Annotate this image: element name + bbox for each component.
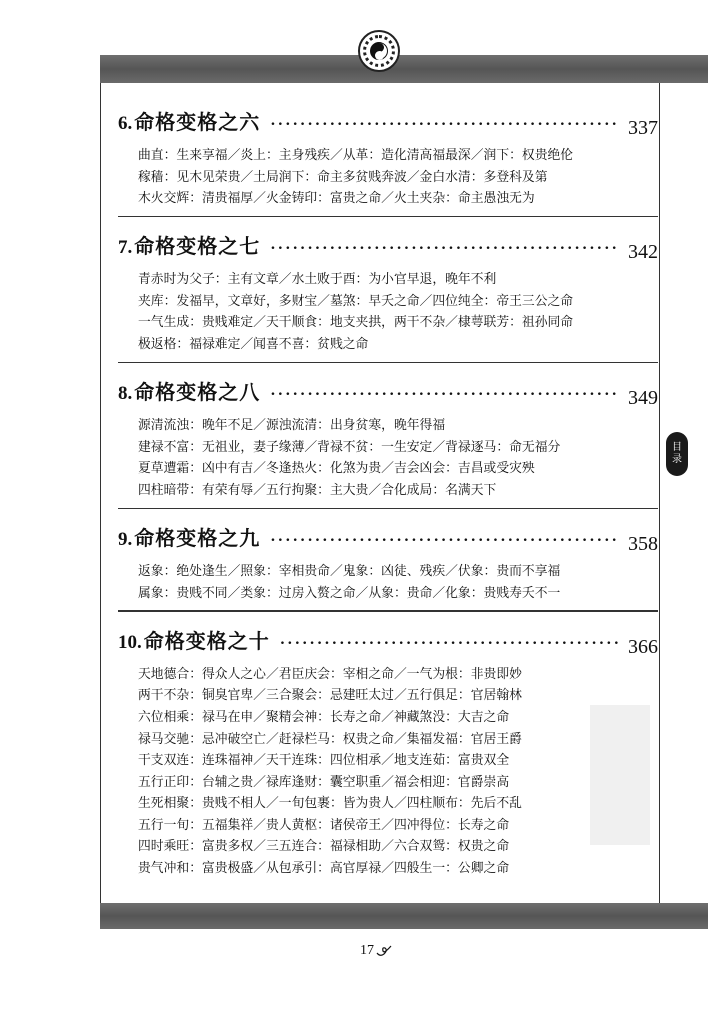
- toc-entry-line: 两干不杂：铜臭官卑／三合聚会：忌建旺太过／五行俱足：官居翰林: [138, 688, 522, 704]
- toc-entry-line: 五行正印：台辅之贵／禄库逢财：囊空职重／福会相迎：官爵崇高: [138, 774, 510, 790]
- section-number: 10.: [118, 631, 142, 653]
- toc-entry-line: 曲直：生来享福／炎上：主身残疾／从革：造化清高福最深／润下：权贵绝伦: [138, 148, 574, 163]
- toc-section: [118, 95, 658, 217]
- section-title: 命格变格之八: [134, 380, 261, 405]
- toc-entry-line: 贵气冲和：富贵极盛／从包承引：高官厚禄／四般生一：公卿之命: [138, 861, 510, 877]
- toc-content: [118, 95, 658, 880]
- section-number: 6.: [118, 113, 133, 134]
- page-number: 17: [360, 943, 374, 958]
- toc-entry-line: 六位相乘：禄马在申／聚精会神：长寿之命／神藏煞没：大吉之命: [138, 709, 510, 725]
- toc-entry-line: 青赤时为父子：主有文章／水土败于酉：为小官早退，晚年不利: [138, 272, 497, 288]
- side-tab-top-char: 目: [672, 442, 682, 453]
- toc-section-heading[interactable]: [118, 614, 658, 658]
- entry-list: [138, 561, 658, 604]
- toc-section-heading[interactable]: [118, 365, 658, 410]
- section-page-number: 358: [628, 533, 658, 556]
- swirl-ornament-icon: [376, 944, 392, 958]
- toc-section: [118, 511, 658, 612]
- toc-entry-line: 四时乘旺：富贵多权／三五连合：福禄相助／六合双鸳：权贵之命: [138, 839, 510, 855]
- dot-leader: [270, 528, 620, 547]
- section-page-number: 349: [628, 387, 658, 410]
- toc-entry-line: 夹库：发福早，文章好，多财宝／墓煞：早夭之命／四位纯全：帝王三公之命: [138, 293, 574, 309]
- dot-leader: [270, 112, 620, 131]
- section-divider: [118, 362, 658, 364]
- toc-entry-line: 四柱暗带：有荣有辱／五行拘聚：主大贵／合化成局：名满天下: [138, 482, 497, 498]
- entry-list: [138, 664, 658, 880]
- entry-list: [138, 269, 658, 355]
- toc-entry-line: 属象：贵贱不同／类象：过房入赘之命／从象：贵命／化象：贵贱寿夭不一: [138, 585, 561, 601]
- section-divider: [118, 508, 658, 510]
- toc-entry-line: 返象：绝处逢生／照象：宰相贵命／鬼象：凶徒、残疾／伏象：贵而不享福: [138, 564, 561, 580]
- toc-entry-line: 干支双连：连珠福神／天干连珠：四位相承／地支连茹：富贵双全: [138, 753, 510, 769]
- toc-entry-line: 建禄不富：无祖业，妻子缘薄／背禄不贫：一生安定／背禄逐马：命无福分: [138, 439, 561, 455]
- toc-section-heading[interactable]: [118, 95, 658, 139]
- footer-bar: [100, 903, 708, 929]
- side-tab-bottom-char: 录: [672, 454, 682, 465]
- section-title: 命格变格之十: [143, 628, 270, 653]
- toc-entry-line: 稼穑：见木见荣贵／土局润下：命主多贫贱奔波／金白水清：多登科及第: [138, 169, 548, 185]
- toc-entry-line: 源清流浊：晚年不足／源浊流清：出身贫寒，晚年得福: [138, 418, 446, 434]
- yin-yang-emblem-icon: [358, 30, 400, 72]
- toc-section: [118, 614, 658, 880]
- section-title: 命格变格之九: [134, 526, 261, 551]
- section-number: 8.: [118, 383, 133, 405]
- toc-section-heading[interactable]: [118, 511, 658, 556]
- toc-entry-line: 天地德合：得众人之心／君臣庆会：宰相之命／一气为根：非贵即妙: [138, 666, 522, 682]
- toc-entry-line: 夏草遭霜：凶中有吉／冬逢热火：化煞为贵／吉会凶会：吉昌或受灾殃: [138, 461, 535, 477]
- taiji-symbol: [370, 42, 388, 60]
- toc-section: [118, 219, 658, 363]
- entry-list: [138, 415, 658, 501]
- header-bar: [100, 55, 708, 83]
- entry-list: [138, 145, 658, 210]
- dot-leader: [280, 631, 620, 650]
- section-title: 命格变格之七: [134, 234, 261, 259]
- toc-entry-line: 生死相聚：贵贱不相人／一旬包裹：皆为贵人／四柱顺布：先后不乱: [138, 796, 522, 812]
- section-page-number: 366: [628, 635, 658, 658]
- dot-leader: [270, 382, 620, 401]
- toc-section: [118, 365, 658, 509]
- toc-entry-line: 禄马交驰：忌冲破空亡／赶禄栏马：权贵之命／集福发福：官居王爵: [138, 731, 522, 747]
- dot-leader: [270, 236, 620, 255]
- section-number: 9.: [118, 529, 133, 551]
- toc-entry-line: 一气生成：贵贱难定／天干顺食：地支夹拱，两干不杂／棣萼联芳：祖孙同命: [138, 315, 574, 331]
- toc-section-heading[interactable]: [118, 219, 658, 264]
- toc-entry-line: 木火交辉：清贵福厚／火金铸印：富贵之命／火土夹杂：命主愚浊无为: [138, 191, 535, 207]
- section-title: 命格变格之六: [134, 110, 261, 134]
- toc-entry-line: 极返格：福禄难定／闻喜不喜：贫贱之命: [138, 337, 369, 353]
- toc-entry-line: 五行一旬：五福集祥／贵人黄枢：诸侯帝王／四冲得位：长寿之命: [138, 817, 510, 833]
- section-page-number: 342: [628, 241, 658, 264]
- section-number: 7.: [118, 237, 133, 259]
- side-tab-contents[interactable]: [666, 432, 688, 476]
- section-divider: [118, 610, 658, 612]
- section-divider: [118, 216, 658, 218]
- section-page-number: 337: [628, 117, 658, 139]
